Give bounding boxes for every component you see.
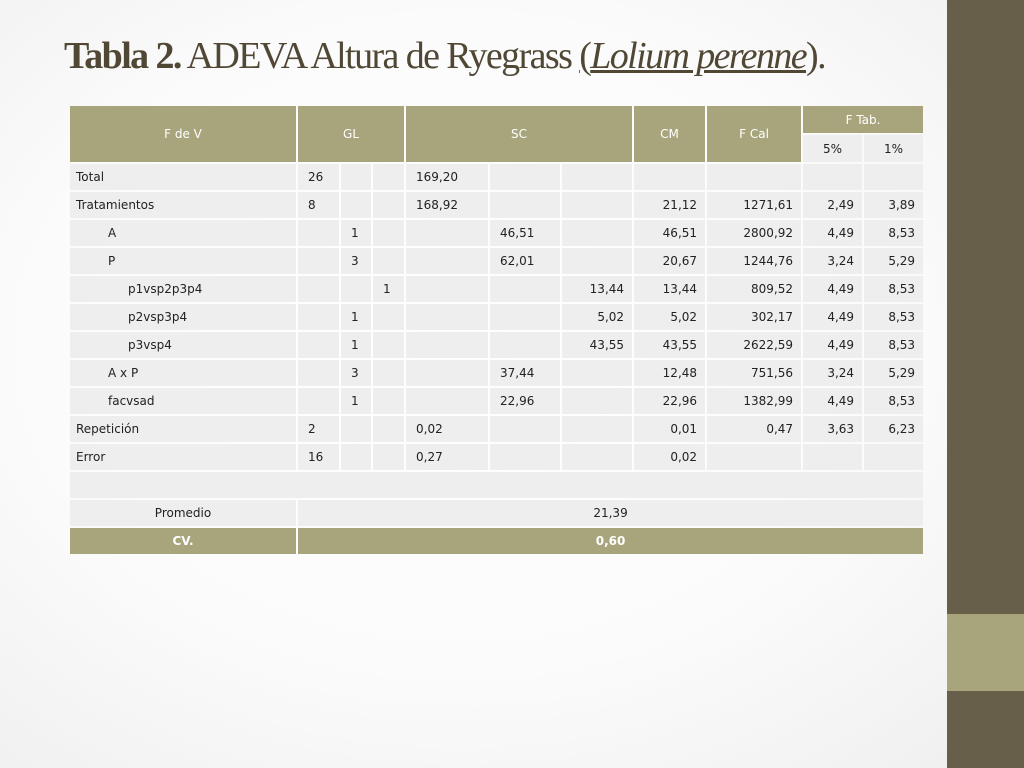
cell-fcal: 0,47 [707,416,801,442]
table-row [70,276,923,302]
cell-cm [634,164,705,190]
cell-gl: 3 [341,360,371,386]
row-label: Repetición [70,416,296,442]
cell-sc: 46,51 [490,220,560,246]
table-row [70,220,923,246]
promedio-value: 21,39 [298,500,923,526]
cell-cm: 5,02 [634,304,705,330]
cell-gl: 2 [298,416,339,442]
cell-1pct: 6,23 [864,416,923,442]
cell-gl: 3 [341,248,371,274]
cv-label: CV. [70,528,296,554]
cell-1pct: 8,53 [864,332,923,358]
table-row [70,444,923,470]
cell-1pct: 8,53 [864,304,923,330]
row-label: Total [70,164,296,190]
title-label: Tabla 2. [64,35,181,77]
promedio-row [70,500,923,526]
row-label: A x P [70,360,296,386]
blank-row [70,472,923,498]
cell-cm: 43,55 [634,332,705,358]
cell-gl: 1 [341,304,371,330]
header-ftab: F Tab. [803,106,923,133]
cell-sc: 0,27 [406,444,488,470]
cell-cm: 13,44 [634,276,705,302]
row-label: Error [70,444,296,470]
cell-fcal: 1244,76 [707,248,801,274]
cell-sc: 22,96 [490,388,560,414]
table-row [70,388,923,414]
cell-gl: 1 [341,220,371,246]
cell-5pct: 4,49 [803,304,862,330]
header-cm: CM [634,106,705,162]
table-row [70,164,923,190]
cell-cm: 12,48 [634,360,705,386]
cell-cm: 21,12 [634,192,705,218]
cell-5pct: 3,63 [803,416,862,442]
cell-5pct: 3,24 [803,248,862,274]
cell-5pct: 4,49 [803,388,862,414]
header-fdev: F de V [70,106,296,162]
header-fcal: F Cal [707,106,801,162]
cell-fcal: 2800,92 [707,220,801,246]
cell-sc: 62,01 [490,248,560,274]
cell-sc: 37,44 [490,360,560,386]
cell-gl: 1 [373,276,404,302]
title-open-paren: ( [579,35,591,77]
cell-1pct: 8,53 [864,388,923,414]
row-label: P [70,248,296,274]
cell-gl: 1 [341,332,371,358]
cell-cm: 46,51 [634,220,705,246]
row-label: A [70,220,296,246]
cell-fcal: 302,17 [707,304,801,330]
cell-cm: 0,01 [634,416,705,442]
title-main: ADEVA Altura de Ryegrass [180,35,580,77]
table-row [70,192,923,218]
cell-1pct [864,164,923,190]
row-label: p3vsp4 [70,332,296,358]
cell-sc: 43,55 [562,332,632,358]
header-1pct: 1% [864,135,923,162]
cell-fcal: 1271,61 [707,192,801,218]
promedio-label: Promedio [70,500,296,526]
cell-5pct: 4,49 [803,276,862,302]
table-row [70,360,923,386]
side-bar-accent [947,614,1024,691]
cell-1pct: 5,29 [864,360,923,386]
cell-cm: 0,02 [634,444,705,470]
header-5pct: 5% [803,135,862,162]
header-gl: GL [298,106,404,162]
cell-fcal [707,164,801,190]
row-label: p1vsp2p3p4 [70,276,296,302]
header-sc: SC [406,106,632,162]
cell-5pct: 4,49 [803,332,862,358]
adeva-table [68,104,925,556]
table-row [70,332,923,358]
cell-gl: 16 [298,444,339,470]
cell-cm: 22,96 [634,388,705,414]
cell-1pct [864,444,923,470]
cell-fcal [707,444,801,470]
cell-sc: 169,20 [406,164,488,190]
cell-1pct: 3,89 [864,192,923,218]
cv-row [70,528,923,554]
table-row [70,304,923,330]
cell-5pct [803,164,862,190]
row-label: facvsad [70,388,296,414]
cell-fcal: 809,52 [707,276,801,302]
cell-gl: 8 [298,192,339,218]
title-scientific-name: Lolium perenne [590,35,807,77]
cv-value: 0,60 [298,528,923,554]
cell-1pct: 8,53 [864,276,923,302]
title-end: . [817,35,825,77]
cell-gl: 1 [341,388,371,414]
slide-title [64,34,825,78]
cell-fcal: 2622,59 [707,332,801,358]
cell-5pct: 4,49 [803,220,862,246]
cell-cm: 20,67 [634,248,705,274]
table-row [70,248,923,274]
title-close-paren: ) [806,35,818,77]
cell-sc: 168,92 [406,192,488,218]
cell-5pct [803,444,862,470]
row-label: Tratamientos [70,192,296,218]
cell-fcal: 751,56 [707,360,801,386]
cell-1pct: 5,29 [864,248,923,274]
cell-1pct: 8,53 [864,220,923,246]
cell-gl: 26 [298,164,339,190]
cell-fcal: 1382,99 [707,388,801,414]
table-row [70,416,923,442]
cell-sc: 5,02 [562,304,632,330]
cell-5pct: 3,24 [803,360,862,386]
row-label: p2vsp3p4 [70,304,296,330]
cell-sc: 0,02 [406,416,488,442]
cell-5pct: 2,49 [803,192,862,218]
cell-sc: 13,44 [562,276,632,302]
